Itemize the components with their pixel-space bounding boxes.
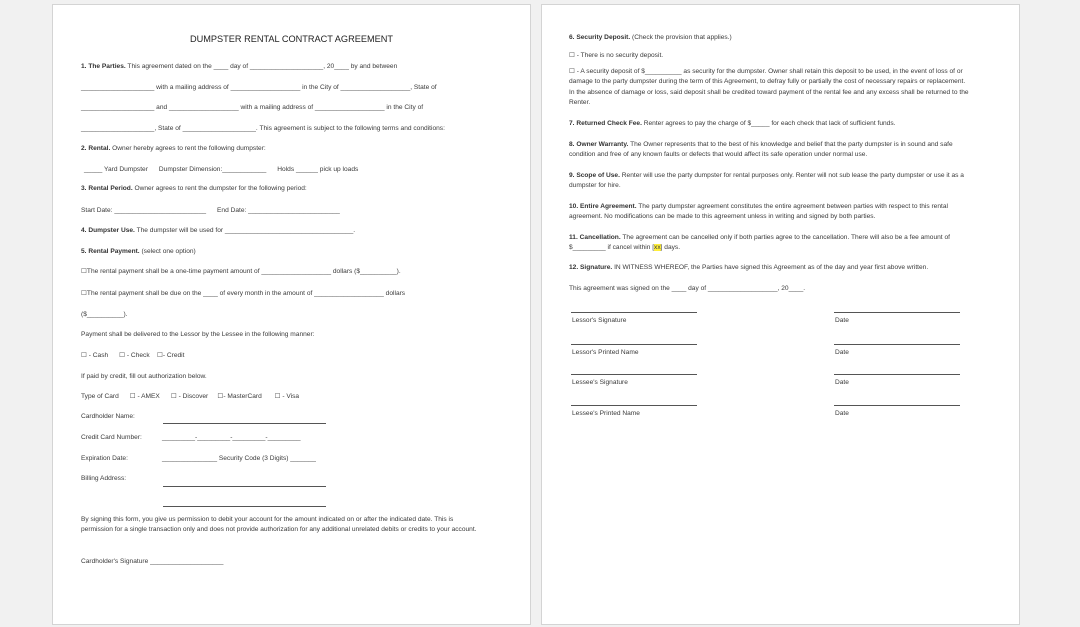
section-security-deposit: 6. Security Deposit. (Check the provision that applies.) bbox=[569, 34, 732, 41]
deposit-option-none[interactable]: ☐ - There is no security deposit. bbox=[569, 52, 664, 59]
signature-line[interactable] bbox=[571, 405, 697, 406]
signed-on-line: This agreement was signed on the ____ day of ___________________, 20____. bbox=[569, 285, 806, 292]
section-dumpster-use: 4. Dumpster Use. The dumpster will be used for ___________________________________. bbox=[81, 227, 356, 234]
expiration-label: Expiration Date: bbox=[81, 455, 128, 462]
date-line[interactable] bbox=[834, 405, 960, 406]
cardholder-name-label: Cardholder Name: bbox=[81, 413, 135, 420]
signature-label: Lessor's Printed Name bbox=[572, 349, 639, 356]
document-title: DUMPSTER RENTAL CONTRACT AGREEMENT bbox=[190, 34, 393, 44]
cc-number-field[interactable]: _________-_________-_________-_________ bbox=[162, 434, 301, 441]
signature-label: Lessee's Printed Name bbox=[572, 410, 640, 417]
page-1 bbox=[52, 4, 531, 625]
date-line[interactable] bbox=[834, 312, 960, 313]
billing-field-2[interactable] bbox=[163, 506, 326, 507]
date-line[interactable] bbox=[834, 344, 960, 345]
section-parties: 1. The Parties. This agreement dated on the ____ day of ____________________, 20____ by and between bbox=[81, 63, 398, 70]
cardholder-name-field[interactable] bbox=[163, 423, 326, 424]
section-entire-agreement: 10. Entire Agreement. The party dumpster agreement constitutes the entire agreement between parties with respect to this rental agreement. No modifications can be made to this agreement unless in writing and signed by both parties. bbox=[569, 203, 948, 221]
rental-details: _____ Yard Dumpster Dumpster Dimension:____________ Holds ______ pick up loads bbox=[84, 166, 359, 173]
authorization-text: By signing this form, you give us permission to debit your account for the amount indicated on or after the indicated date. This is permission for a single transaction only and does not provide authorization for any additional unrelated debits or credits to your account. bbox=[81, 516, 477, 534]
date-label: Date bbox=[835, 317, 849, 324]
billing-label: Billing Address: bbox=[81, 475, 127, 482]
card-type[interactable]: Type of Card ☐ - AMEX ☐ - Discover ☐- MasterCard ☐ - Visa bbox=[81, 393, 300, 400]
payment-option-monthly-cont: ($__________). bbox=[81, 311, 128, 318]
payment-option-monthly[interactable]: ☐The rental payment shall be due on the ____ of every month in the amount of ___________________ dollars bbox=[81, 290, 406, 297]
deposit-option-amount[interactable]: ☐ - A security deposit of $__________ as security for the dumpster. Owner shall retain this deposit to be used, in the event of loss of or damage to the party dumpster during the term of this Agreement, to defray fully or partially the cost of necessary repairs or replacement. In the absence of damage or loss, said deposit shall be credited toward payment of the rental fee and any excess shall be returned to the Renter. bbox=[569, 68, 969, 106]
section-returned-check: 7. Returned Check Fee. Renter agrees to pay the charge of $_____ for each check that lack of sufficient funds. bbox=[569, 120, 896, 127]
section-signature: 12. Signature. IN WITNESS WHEREOF, the Parties have signed this Agreement as of the day and year first above written. bbox=[569, 264, 929, 271]
section-scope-of-use: 9. Scope of Use. Renter will use the party dumpster for rental purposes only. Renter will not sub lease the party dumpster or use it as a dumpster for hire. bbox=[569, 172, 964, 190]
cc-number-label: Credit Card Number: bbox=[81, 434, 142, 441]
section-rental: 2. Rental. Owner hereby agrees to rent the following dumpster: bbox=[81, 145, 266, 152]
parties-line-3: ____________________ and ___________________ with a mailing address of ___________________ in the City of bbox=[81, 104, 424, 111]
parties-line-4: ____________________, State of ____________________. This agreement is subject to the following terms and conditions: bbox=[81, 125, 445, 132]
date-label: Date bbox=[835, 410, 849, 417]
cardholder-signature[interactable]: Cardholder's Signature ____________________ bbox=[81, 558, 224, 565]
signature-label: Lessor's Signature bbox=[572, 317, 627, 324]
expiration-field[interactable]: _______________ Security Code (3 Digits) _______ bbox=[162, 455, 316, 462]
payment-manner: Payment shall be delivered to the Lessor by the Lessee in the following manner: bbox=[81, 331, 315, 338]
signature-line[interactable] bbox=[571, 374, 697, 375]
section-cancellation: 11. Cancellation. The agreement can be cancelled only if both parties agree to the cancellation. There will also be a fee amount of $_________ if cancel within [xx] days. bbox=[569, 234, 950, 252]
payment-methods[interactable]: ☐ - Cash ☐ - Check ☐- Credit bbox=[81, 352, 185, 359]
section-rental-period: 3. Rental Period. Owner agrees to rent the dumpster for the following period: bbox=[81, 185, 307, 192]
rental-dates: Start Date: _________________________ End Date: _________________________ bbox=[81, 207, 340, 214]
credit-note: If paid by credit, fill out authorization below. bbox=[81, 373, 207, 380]
signature-line[interactable] bbox=[571, 312, 697, 313]
section-rental-payment: 5. Rental Payment. (select one option) bbox=[81, 248, 196, 255]
date-line[interactable] bbox=[834, 374, 960, 375]
parties-line-2: ____________________ with a mailing address of ___________________ in the City of ___________________, State of bbox=[81, 84, 437, 91]
billing-field-1[interactable] bbox=[163, 486, 326, 487]
signature-line[interactable] bbox=[571, 344, 697, 345]
date-label: Date bbox=[835, 349, 849, 356]
page-2 bbox=[541, 4, 1020, 625]
date-label: Date bbox=[835, 379, 849, 386]
placeholder-highlight: xx bbox=[654, 244, 661, 252]
section-owner-warranty: 8. Owner Warranty. The Owner represents that to the best of his knowledge and belief that the party dumpster is in sound and safe condition and free of any known faults or defects that would affect its safe operation under normal use. bbox=[569, 141, 953, 159]
signature-label: Lessee's Signature bbox=[572, 379, 628, 386]
payment-option-one-time[interactable]: ☐The rental payment shall be a one-time payment amount of ___________________ dollars ($__________). bbox=[81, 268, 401, 275]
